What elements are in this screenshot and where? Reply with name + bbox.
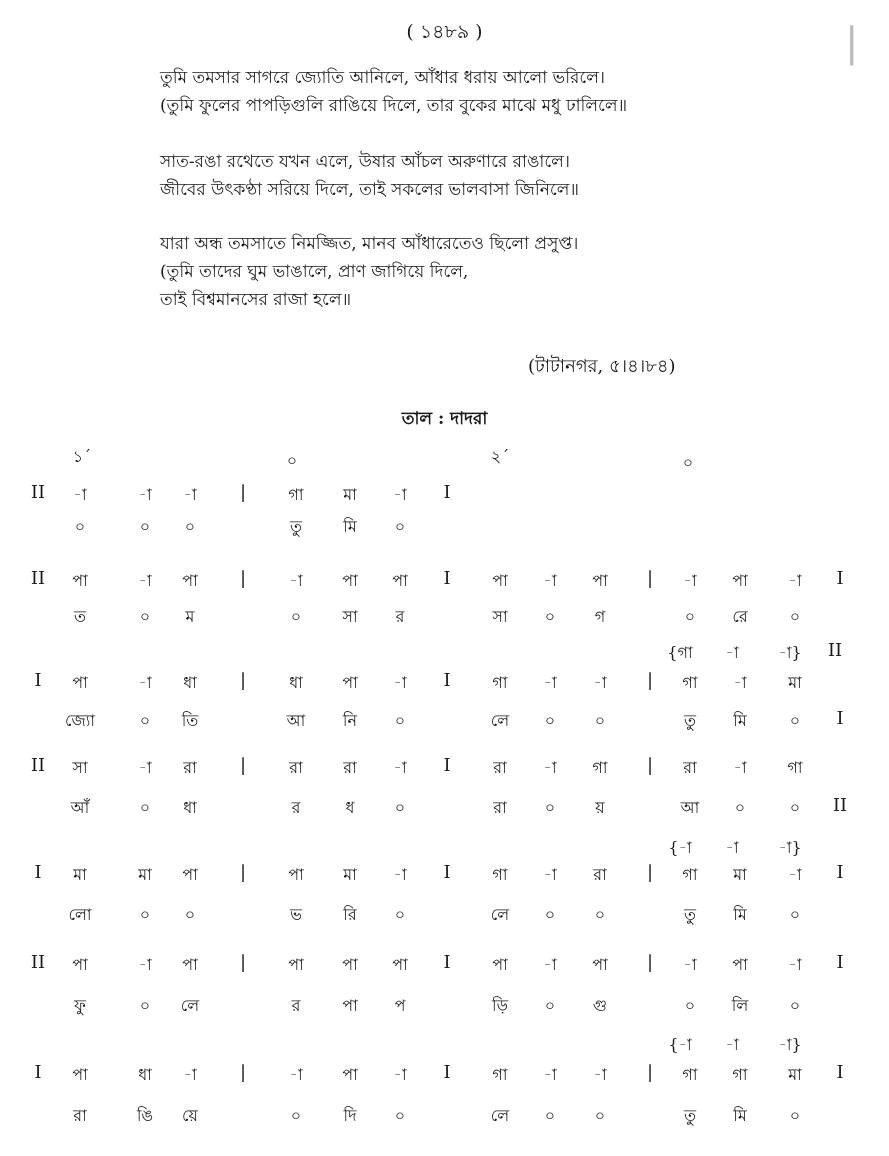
lyric-syllable: রে [732, 607, 748, 626]
note-symbol: মা [73, 865, 87, 884]
repeat-bracket: {-া [668, 1035, 692, 1054]
note-symbol: -া [289, 1065, 303, 1084]
note-symbol: গা [592, 758, 608, 777]
lyric-syllable: ভ [290, 905, 302, 924]
note-symbol: -া [393, 1065, 407, 1084]
lyric-syllable: লে [490, 711, 510, 730]
bar-line: I [443, 755, 451, 776]
lyric-syllable: তু [683, 1106, 697, 1125]
note-symbol: রা [343, 758, 357, 777]
note-symbol: -া [138, 485, 152, 504]
note-symbol: গা [492, 865, 508, 884]
note-symbol: -া [543, 1065, 557, 1084]
bar-line: | [239, 755, 247, 776]
repeat-bracket: {গা [667, 643, 693, 662]
lyric-syllable: তু [683, 711, 697, 730]
lyric-syllable: তু [683, 905, 697, 924]
lyric-syllable: ০ [394, 517, 406, 536]
lyric-syllable: ০ [184, 905, 196, 924]
note-symbol: রা [683, 758, 697, 777]
lyric-syllable: ০ [789, 607, 801, 626]
verse-line: যারা অন্ধ তমসাতে নিমজ্জিত, মানব আঁধারেতেও ছিলো প্রসুপ্ত। [160, 234, 579, 254]
note-symbol: পা [288, 865, 304, 884]
bar-line: | [239, 568, 247, 589]
lyric-syllable: ০ [544, 798, 556, 817]
lyric-syllable: ত [73, 607, 87, 626]
lyric-syllable: ০ [544, 711, 556, 730]
beat-marker: ০ [286, 451, 298, 470]
note-symbol: -া [138, 955, 152, 974]
note-symbol: পা [592, 955, 608, 974]
lyric-syllable: পা [342, 996, 358, 1015]
verse-line: সাত-রঙা রথেতে যখন এলে, উষার আঁচল অরুণারে রাঙালে। [160, 152, 570, 172]
lyric-syllable: ০ [544, 1106, 556, 1125]
lyric-syllable: ০ [789, 711, 801, 730]
bar-line: | [239, 862, 247, 883]
note-symbol: ধা [138, 1065, 152, 1084]
note-symbol: গা [787, 758, 803, 777]
bar-line: I [34, 1062, 42, 1083]
lyric-syllable: লে [490, 905, 510, 924]
note-symbol: -া [543, 673, 557, 692]
lyric-syllable: ম [185, 607, 195, 626]
repeat-bracket: -া [725, 1035, 739, 1054]
repeat-bracket: -া [725, 838, 739, 857]
lyric-syllable: সা [342, 607, 358, 626]
note-symbol: পা [72, 1065, 88, 1084]
lyric-syllable: মি [733, 1106, 747, 1125]
note-symbol: পা [342, 955, 358, 974]
note-symbol: -া [788, 865, 802, 884]
lyric-syllable: রা [73, 1106, 87, 1125]
verse-line: জীবের উৎকণ্ঠা সরিয়ে দিলে, তাই সকলের ভালবাসা জিনিলে॥ [160, 180, 579, 200]
lyric-syllable: ০ [789, 798, 801, 817]
bar-line: | [646, 670, 654, 691]
bar-line: | [646, 755, 654, 776]
note-symbol: পা [732, 571, 748, 590]
note-symbol: পা [492, 955, 508, 974]
note-symbol: -া [593, 673, 607, 692]
bar-line: I [836, 862, 844, 883]
lyric-syllable: ০ [394, 798, 406, 817]
lyric-syllable: সা [492, 607, 508, 626]
note-symbol: -া [733, 758, 747, 777]
lyric-syllable: দি [343, 1106, 357, 1125]
lyric-syllable: আ [680, 798, 700, 817]
bar-line: I [443, 952, 451, 973]
note-symbol: পা [288, 955, 304, 974]
note-symbol: মা [733, 865, 747, 884]
note-symbol: -া [73, 485, 87, 504]
lyric-syllable: র [395, 607, 405, 626]
lyric-syllable: ০ [789, 1106, 801, 1125]
bar-line: II [30, 568, 46, 589]
lyric-syllable: র [291, 798, 301, 817]
bar-line: | [646, 862, 654, 883]
note-symbol: মা [343, 865, 357, 884]
note-symbol: -া [543, 865, 557, 884]
note-symbol: গা [492, 1065, 508, 1084]
lyric-syllable: ধা [183, 798, 197, 817]
lyric-syllable: ০ [684, 607, 696, 626]
repeat-bracket: -া} [778, 1035, 802, 1054]
lyric-syllable: ০ [594, 711, 606, 730]
note-symbol: -া [138, 673, 152, 692]
note-symbol: গা [682, 1065, 698, 1084]
lyric-syllable: য় [595, 798, 605, 817]
tala-label: তাল : দাদরা [401, 409, 488, 429]
bar-line: I [443, 568, 451, 589]
bar-line: I [443, 482, 451, 503]
lyric-syllable: রি [343, 905, 357, 924]
lyric-syllable: ০ [139, 905, 151, 924]
note-symbol: রা [289, 758, 303, 777]
verse-line: (তুমি ফুলের পাপড়িগুলি রাঙিয়ে দিলে, তার বুকের মাঝে মধু ঢালিলে॥ [160, 96, 628, 116]
note-symbol: পা [182, 955, 198, 974]
bar-line: II [30, 952, 46, 973]
bar-line: I [443, 862, 451, 883]
note-symbol: পা [342, 571, 358, 590]
note-symbol: পা [72, 571, 88, 590]
lyric-syllable: প [394, 996, 406, 1015]
bar-line: I [836, 708, 844, 729]
bar-line: I [34, 862, 42, 883]
note-symbol: -া [733, 673, 747, 692]
note-symbol: -া [183, 485, 197, 504]
note-symbol: গা [732, 1065, 748, 1084]
bar-line: | [239, 482, 247, 503]
lyric-syllable: ০ [544, 607, 556, 626]
note-symbol: রা [183, 758, 197, 777]
note-symbol: -া [138, 571, 152, 590]
lyric-syllable: ০ [789, 905, 801, 924]
lyric-syllable: য়ে [182, 1106, 198, 1125]
lyric-syllable: মি [343, 517, 357, 536]
bar-line: I [836, 568, 844, 589]
note-symbol: পা [182, 865, 198, 884]
lyric-syllable: র [291, 996, 301, 1015]
lyric-syllable: জ্যো [64, 711, 96, 730]
lyric-syllable: ০ [139, 517, 151, 536]
note-symbol: পা [392, 955, 408, 974]
note-symbol: মা [138, 865, 152, 884]
note-symbol: -া [543, 571, 557, 590]
note-symbol: -া [393, 865, 407, 884]
lyric-syllable: ধ [345, 798, 355, 817]
lyric-syllable: ০ [139, 711, 151, 730]
lyric-syllable: তু [289, 517, 303, 536]
lyric-syllable: ০ [139, 607, 151, 626]
lyric-syllable: লি [731, 996, 749, 1015]
lyric-syllable: তি [181, 711, 199, 730]
bar-line: | [239, 952, 247, 973]
note-symbol: পা [72, 955, 88, 974]
bar-line: | [646, 1062, 654, 1083]
lyric-syllable: আঁ [70, 798, 90, 817]
verse-line: তুমি তমসার সাগরে জ্যোতি আনিলে, আঁধার ধরায় আলো ভরিলে। [160, 68, 605, 88]
bar-line: II [827, 640, 843, 661]
note-symbol: -া [593, 1065, 607, 1084]
note-symbol: পা [592, 571, 608, 590]
lyric-syllable: ০ [544, 996, 556, 1015]
lyric-syllable: ০ [394, 905, 406, 924]
bar-line: I [443, 670, 451, 691]
bar-line: I [836, 952, 844, 973]
lyric-syllable: ০ [139, 996, 151, 1015]
note-symbol: রা [493, 758, 507, 777]
lyric-syllable: ০ [789, 996, 801, 1015]
lyric-syllable: গ [594, 607, 606, 626]
lyric-syllable: ০ [290, 1106, 302, 1125]
note-symbol: -া [183, 1065, 197, 1084]
repeat-bracket: -া} [778, 643, 802, 662]
beat-marker: ০ [682, 453, 694, 472]
lyric-syllable: ০ [544, 905, 556, 924]
lyric-syllable: মি [733, 711, 747, 730]
lyric-syllable: ফু [74, 996, 86, 1015]
lyric-syllable: ০ [184, 517, 196, 536]
note-symbol: পা [342, 673, 358, 692]
lyric-syllable: ড়ি [491, 996, 509, 1015]
note-symbol: ধা [183, 673, 197, 692]
bar-line: II [30, 482, 46, 503]
lyric-syllable: গু [592, 996, 608, 1015]
note-symbol: -া [683, 571, 697, 590]
bar-line: | [239, 1062, 247, 1083]
note-symbol: গা [682, 865, 698, 884]
lyric-syllable: ০ [594, 905, 606, 924]
note-symbol: গা [492, 673, 508, 692]
lyric-syllable: লে [490, 1106, 510, 1125]
note-symbol: ধা [289, 673, 303, 692]
song-number: ( ১৪৮৯ ) [406, 21, 483, 43]
verse-line: (তুমি তাদের ঘুম ভাঙালে, প্রাণ জাগিয়ে দিলে, [160, 262, 469, 282]
lyric-syllable: ০ [290, 607, 302, 626]
note-symbol: পা [72, 673, 88, 692]
bar-line: | [239, 670, 247, 691]
bar-line: I [836, 1062, 844, 1083]
bar-line: | [646, 568, 654, 589]
note-symbol: সা [72, 758, 88, 777]
repeat-bracket: {-া [668, 838, 692, 857]
lyric-syllable: লো [68, 905, 92, 924]
note-symbol: -া [788, 955, 802, 974]
note-symbol: মা [788, 673, 802, 692]
lyric-syllable: মি [733, 905, 747, 924]
note-symbol: -া [788, 571, 802, 590]
note-symbol: পা [182, 571, 198, 590]
lyric-syllable: ০ [734, 798, 746, 817]
place-date: (টাটানগর, ৫।৪।৮৪) [528, 356, 676, 377]
note-symbol: পা [342, 1065, 358, 1084]
note-symbol: -া [683, 955, 697, 974]
note-symbol: -া [393, 673, 407, 692]
bar-line: II [832, 795, 848, 816]
beat-marker: ১´ [72, 447, 92, 466]
bar-line: | [646, 952, 654, 973]
lyric-syllable: ০ [394, 711, 406, 730]
note-symbol: পা [492, 571, 508, 590]
note-symbol: -া [138, 758, 152, 777]
note-symbol: পা [732, 955, 748, 974]
verse-line: তাই বিশ্বমানসের রাজা হলে॥ [160, 290, 352, 310]
note-symbol: -া [393, 485, 407, 504]
bar-line: I [34, 670, 42, 691]
lyric-syllable: লে [180, 996, 200, 1015]
lyric-syllable: ০ [139, 798, 151, 817]
bar-line: I [443, 1062, 451, 1083]
note-symbol: -া [393, 758, 407, 777]
scan-mark: | [845, 20, 859, 66]
lyric-syllable: নি [342, 711, 358, 730]
note-symbol: মা [788, 1065, 802, 1084]
lyric-syllable: রা [493, 798, 507, 817]
repeat-bracket: -া} [778, 838, 802, 857]
lyric-syllable: ০ [394, 1106, 406, 1125]
lyric-syllable: ০ [74, 517, 86, 536]
note-symbol: -া [289, 571, 303, 590]
note-symbol: পা [392, 571, 408, 590]
repeat-bracket: -া [725, 643, 739, 662]
lyric-syllable: ঙি [136, 1106, 154, 1125]
bar-line: II [30, 755, 46, 776]
note-symbol: গা [682, 673, 698, 692]
lyric-syllable: ০ [594, 1106, 606, 1125]
note-symbol: গা [288, 485, 304, 504]
note-symbol: -া [543, 758, 557, 777]
note-symbol: -া [543, 955, 557, 974]
beat-marker: ২´ [490, 447, 510, 466]
lyric-syllable: আ [286, 711, 306, 730]
note-symbol: মা [343, 485, 357, 504]
note-symbol: রা [593, 865, 607, 884]
lyric-syllable: ০ [684, 996, 696, 1015]
